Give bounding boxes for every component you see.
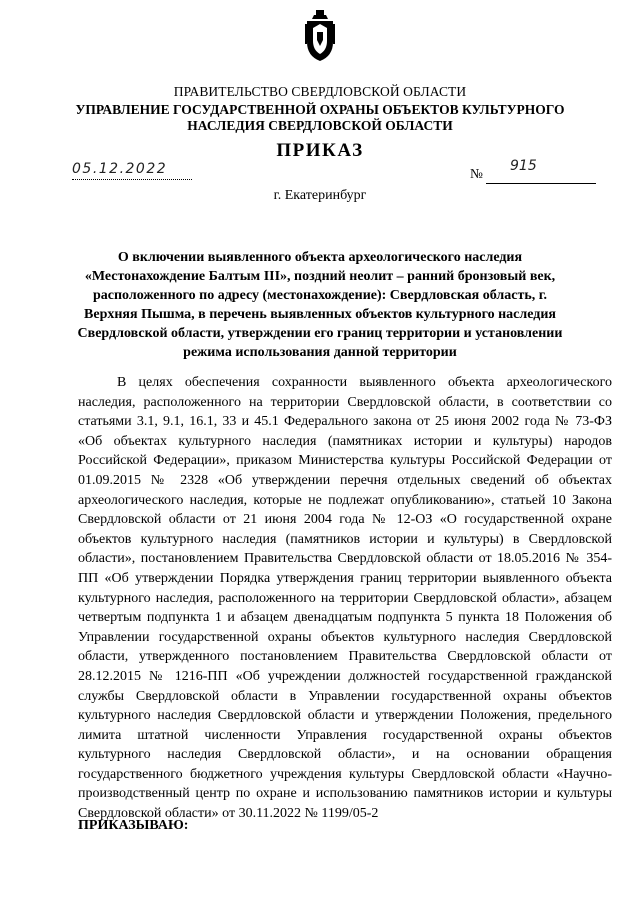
city: г. Екатеринбург [273,188,367,203]
number-underline [486,183,596,184]
department-name: УПРАВЛЕНИЕ ГОСУДАРСТВЕННОЙ ОХРАНЫ ОБЪЕКТОВ КУЛЬТУРНОГО НАСЛЕДИЯ СВЕРДЛОВСКОЙ ОБЛАСТИ [75,102,565,133]
date-value: 05.12.2022 [72,161,168,177]
government-name: ПРАВИТЕЛЬСТВО СВЕРДЛОВСКОЙ ОБЛАСТИ [173,84,467,99]
date-underline [72,179,192,180]
number-label: № [470,166,483,181]
document-number [470,158,596,184]
document-title: ПРИКАЗ [276,140,364,161]
document-date [72,160,192,182]
number-value: 915 [510,158,537,174]
preamble-paragraph: В целях обеспечения сохранности выявленного объекта археологического наследия, расположенного на территории Свердловской области, в соответствии со статьями 3.1, 9.1, 16.1, 33 и 45.1 Федерального закона от 25 июня 2002 года № 73-ФЗ «Об объектах культурного наследия (памятниках истории и культуры) народов Российской Федерации», приказом Министерства культуры Российской Федерации от 01.09.2015 № 2328 «Об утверждении перечня отдельных сведений об объектах археологического наследия, которые не подлежат опубликованию», статьей 10 Закона Свердловской области от 21 июня 2004 года № 12-ОЗ «О государственной охране объектов культурного наследия (памятников истории и культуры) в Свердловской области», постановлением Правительства Свердловской области от 18.05.2016 № 354-ПП «Об утверждении Порядка утверждения границ территории выявленного объекта культурного наследия, расположенного на территории Свердловской области», абзацем четвертым подпункта 1 и абзацем двенадцатым подпункта 5 пункта 18 Положения об Управлении государственной охраны объектов культурного наследия Свердловской области, утвержденного постановлением Правительства Свердловской области от 28.12.2015 № 1216-ПП «Об учреждении должностей государственной гражданской службы Свердловской области в Управлении государственной охраны объектов культурного наследия Свердловской области и утверждении Положения, предельного лимита штатной численности Управления государственной охраны объектов культурного наследия Свердловской области», и на основании обращения государственного бюджетного учреждения культуры Свердловской области «Научно-производственный центр по охране и использованию памятников истории и культуры Свердловской области» от 30.11.2022 № 1199/05-2 [78,375,612,822]
order-word: ПРИКАЗЫВАЮ: [78,818,189,833]
coat-of-arms-icon [304,10,336,62]
order-subject: О включении выявленного объекта археологического наследия «Местонахождение Балтым III», поздний неолит – ранний бронзовый век, расположенного по адресу (местонахождение): Свердловская область, г. Верхняя Пышма, в перечень выявленных объектов культурного наследия Свердловской области, утверждении его границ территории и установлении режима использования данной территории [77,250,563,360]
